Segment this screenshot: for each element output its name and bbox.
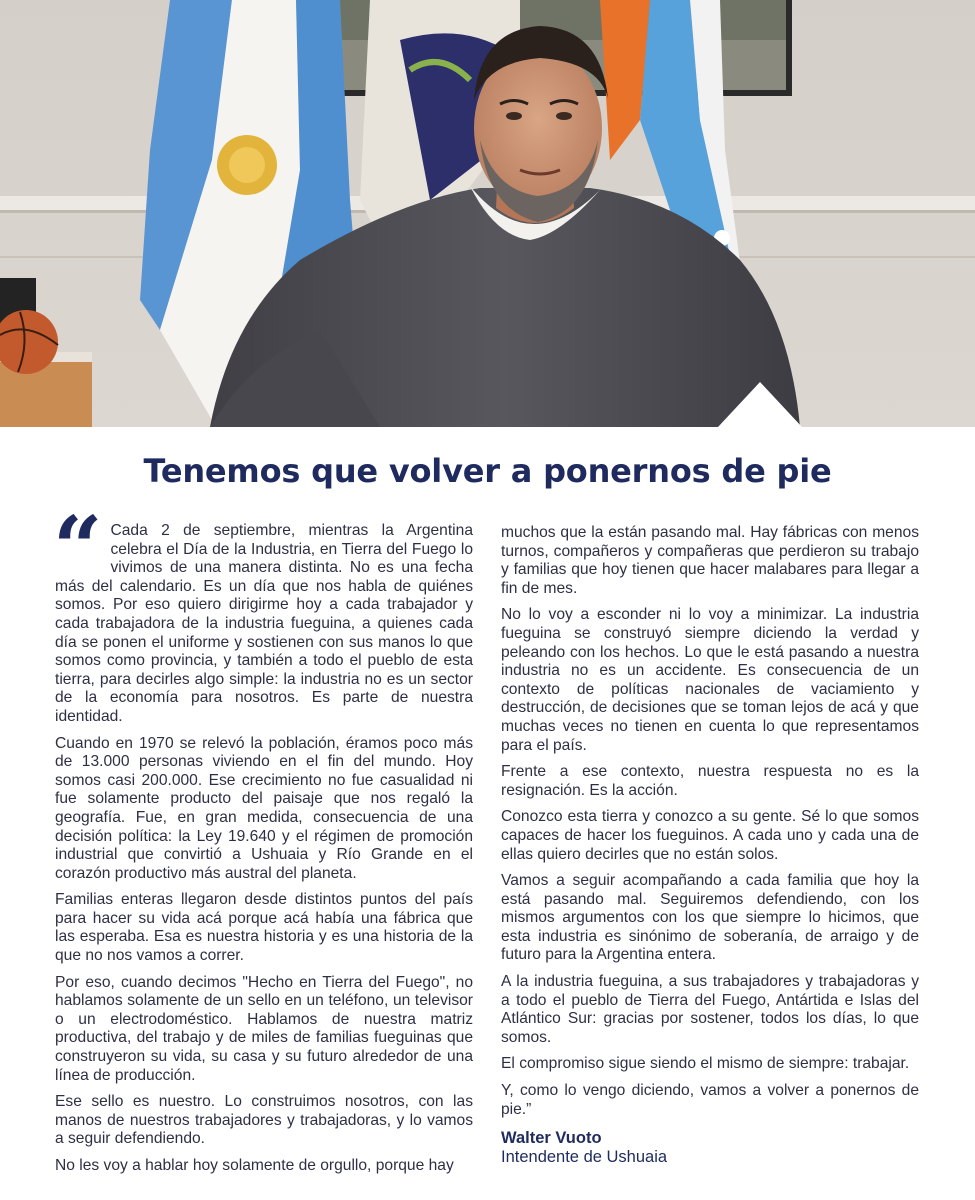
paragraph: muchos que la están pasando mal. Hay fábricas con menos turnos, compañeros y compañeras que perdieron su trabajo y familias que hoy tienen que hacer malabares para llegar a fin de mes. (501, 524, 919, 597)
paragraph: Ese sello es nuestro. Lo construimos nosotros, con las manos de nuestros trabajadores y trabajadoras, y lo vamos a seguir defendiendo. (55, 1093, 473, 1148)
article-column-right (501, 524, 919, 1167)
paragraph: No les voy a hablar hoy solamente de orgullo, porque hay (55, 1157, 454, 1174)
paragraph: A la industria fueguina, a sus trabajadores y trabajadoras y a todo el pueblo de Tierra del Fuego, Antártida e Islas del Atlántico Sur: gracias por sostener, todos los días, lo que somos. (501, 973, 919, 1046)
paragraph: No lo voy a esconder ni lo voy a minimizar. La industria fueguina se construyó siempre diciendo la verdad y peleando con los hechos. Lo que le está pasando a nuestra industria no es un accidente. Es consecuencia de un contexto de políticas nacionales de vaciamiento y destrucción, de decisiones que se toman lejos de acá y que muchas veces no tienen en cuenta lo que representamos para el país. (501, 606, 919, 754)
paragraph: Frente a ese contexto, nuestra respuesta no es la resignación. Es la acción. (501, 763, 919, 799)
article-column-left (53, 498, 473, 1184)
author-name: Walter Vuoto (501, 1129, 602, 1148)
paragraph: Cuando en 1970 se relevó la población, éramos poco más de 13.000 personas viviendo en el fin del mundo. Hoy somos casi 200.000. Ese crecimiento no fue casualidad ni fue solamente producto del paisaje que nos regaló la geografía. Fue, en gran medida, consecuencia de una decisión política: la Ley 19.640 y el régimen de promoción industrial que convirtió a Ushuaia y Río Grande en el corazón productivo más austral del planeta. (55, 734, 473, 882)
paragraph: El compromiso sigue siendo el mismo de siempre: trabajar. (501, 1055, 910, 1073)
paragraph: Cada 2 de septiembre, mientras la Argentina celebra el Día de la Industria, en Tierra del Fuego lo vivimos de una manera distinta. No es una fecha más del calendario. Es un día que nos habla de quiénes somos. Por eso quiero dirigirme hoy a cada trabajador y cada trabajadora de la industria fueguina, a quienes cada día se ponen el uniforme y sostienen con sus manos lo que somos como provincia, y también a todo el pueblo de esta tierra, para decirles algo simple: la industria no es un sector de la economía para nosotros. Es parte de nuestra identidad. (55, 522, 473, 725)
article-headline: Tenemos que volver a ponernos de pie (143, 452, 832, 490)
header-photo (0, 0, 975, 427)
paragraph: Vamos a seguir acompañando a cada familia que hoy la está pasando mal. Seguiremos defendiendo, con los mismos argumentos con los que siempre lo hicimos, que esta industria es sinónimo de soberanía, de arraigo y de futuro para la Argentina entera. (501, 872, 919, 964)
paragraph: Conozco esta tierra y conozco a su gente. Sé lo que somos capaces de hacer los fueguinos. A cada uno y cada una de ellas quiero decirles que no están solos. (501, 808, 919, 863)
paragraph: Por eso, cuando decimos "Hecho en Tierra del Fuego", no hablamos solamente de un sello en un teléfono, un televisor o un electrodoméstico. Hablamos de nuestra matriz productiva, del trabajo y de miles de familias fueguinas que construyeron su vida, su casa y su futuro alrededor de una línea de producción. (55, 973, 473, 1084)
author-role: Intendente de Ushuaia (501, 1148, 668, 1167)
paragraph: Familias enteras llegaron desde distintos puntos del país para hacer su vida acá porque acá había una fábrica que las esperaba. Esa es nuestra historia y es una historia de la que no nos vamos a correr. (55, 891, 473, 965)
opening-quote-icon: “ (53, 498, 103, 599)
signature-block (501, 1129, 919, 1167)
paragraph: Y, como lo vengo diciendo, vamos a volver a ponernos de pie.” (501, 1082, 919, 1118)
